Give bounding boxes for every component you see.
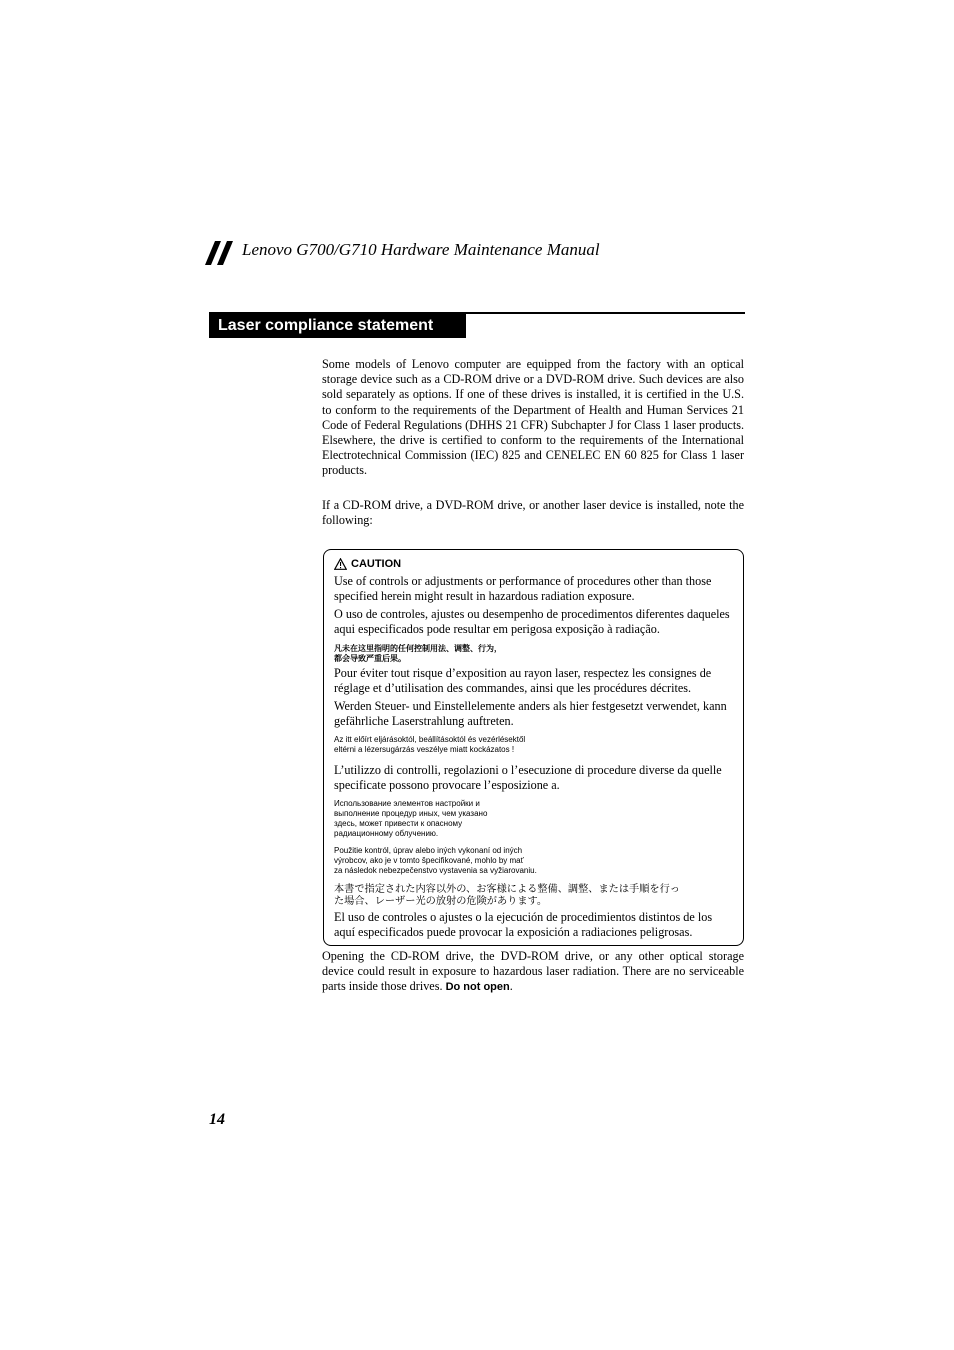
manual-title: Lenovo G700/G710 Hardware Maintenance Manual xyxy=(242,240,600,259)
closing-text: Opening the CD-ROM drive, the DVD-ROM drive, or any other optical storage device could result in exposure to hazardous laser radiation. There are no serviceable parts inside those drives. xyxy=(322,949,744,994)
caution-italian: L’utilizzo di controlli, regolazioni o l’esecuzione di procedure diverse da quelle specificate possono provocare l’esposizione a. xyxy=(334,763,722,792)
closing-paragraph xyxy=(322,949,744,996)
section-title: Laser compliance statement xyxy=(209,313,466,338)
caution-german: Werden Steuer- und Einstellelemente anders als hier festgesetzt verwendet, kann gefährliche Laserstrahlung auftreten. xyxy=(334,699,727,728)
closing-end: . xyxy=(509,979,513,994)
caution-english: Use of controls or adjustments or performance of procedures other than those specified herein might result in hazardous radiation exposure. xyxy=(334,574,712,603)
caution-slovak: Použitie kontról, úprav alebo iných vykonaní od iných výrobcov, ako je v tomto špecifikované, mohlo by mať za následok nebezpečenstvo vystavenia sa vyžiarovaniu. xyxy=(334,846,537,875)
caution-heading xyxy=(334,557,736,571)
caution-chinese: 凡未在这里指明的任何控制用法、调整、行为， 都会导致严重后果。 xyxy=(334,644,502,663)
caution-russian: Использование элементов настройки и выполнение процедур иных, чем указано здесь, может привести к опасному радиационному облучению. xyxy=(334,799,488,838)
caution-japanese: 本書で指定された内容以外の、お客様による整備、調整、または手順を行っ た場合、レーザー光の放射の危険があります。 xyxy=(334,884,680,907)
caution-spanish: El uso de controles o ajustes o la ejecución de procedimientos distintos de los aquí especificados puede provocar la exposición a radiaciones peligrosas. xyxy=(334,910,713,939)
note-paragraph: If a CD-ROM drive, a DVD-ROM drive, or another laser device is installed, note the following: xyxy=(322,498,744,528)
caution-portuguese: O uso de controles, ajustes ou desempenho de procedimentos diferentes daqueles aqui especificados pode resultar em perigosa exposição à radiação. xyxy=(334,607,730,636)
caution-hungarian: Az itt előírt eljárásoktól, beállításoktól és vezérlésektől eltérni a lézersugárzás veszélye miatt kockázatos ! xyxy=(334,735,526,754)
caution-box xyxy=(323,549,744,946)
header-slash-mark-icon xyxy=(205,241,237,265)
do-not-open-emphasis: Do not open xyxy=(445,981,510,994)
intro-paragraph: Some models of Lenovo computer are equipped from the factory with an optical storage device such as a CD-ROM drive or a DVD-ROM drive. Such devices are also sold separately as options. If one of these drives is installed, it is certified in the U.S. to conform to the requirements of the Department of Health and Human Services 21 Code of Federal Regulations (DHHS 21 CFR) Subchapter J for Class 1 laser products. Elsewhere, the drive is certified to conform to the requirements of the International Electrotechnical Commission (IEC) 825 and CENELEC EN 60 825 for Class 1 laser products. xyxy=(322,357,744,478)
caution-french: Pour éviter tout risque d’exposition au rayon laser, respectez les consignes de réglage et d’utilisation des commandes, ainsi que les procédures décrites. xyxy=(334,666,712,695)
warning-triangle-icon xyxy=(334,558,347,570)
page-number: 14 xyxy=(209,1111,225,1128)
caution-label: CAUTION xyxy=(351,558,402,570)
